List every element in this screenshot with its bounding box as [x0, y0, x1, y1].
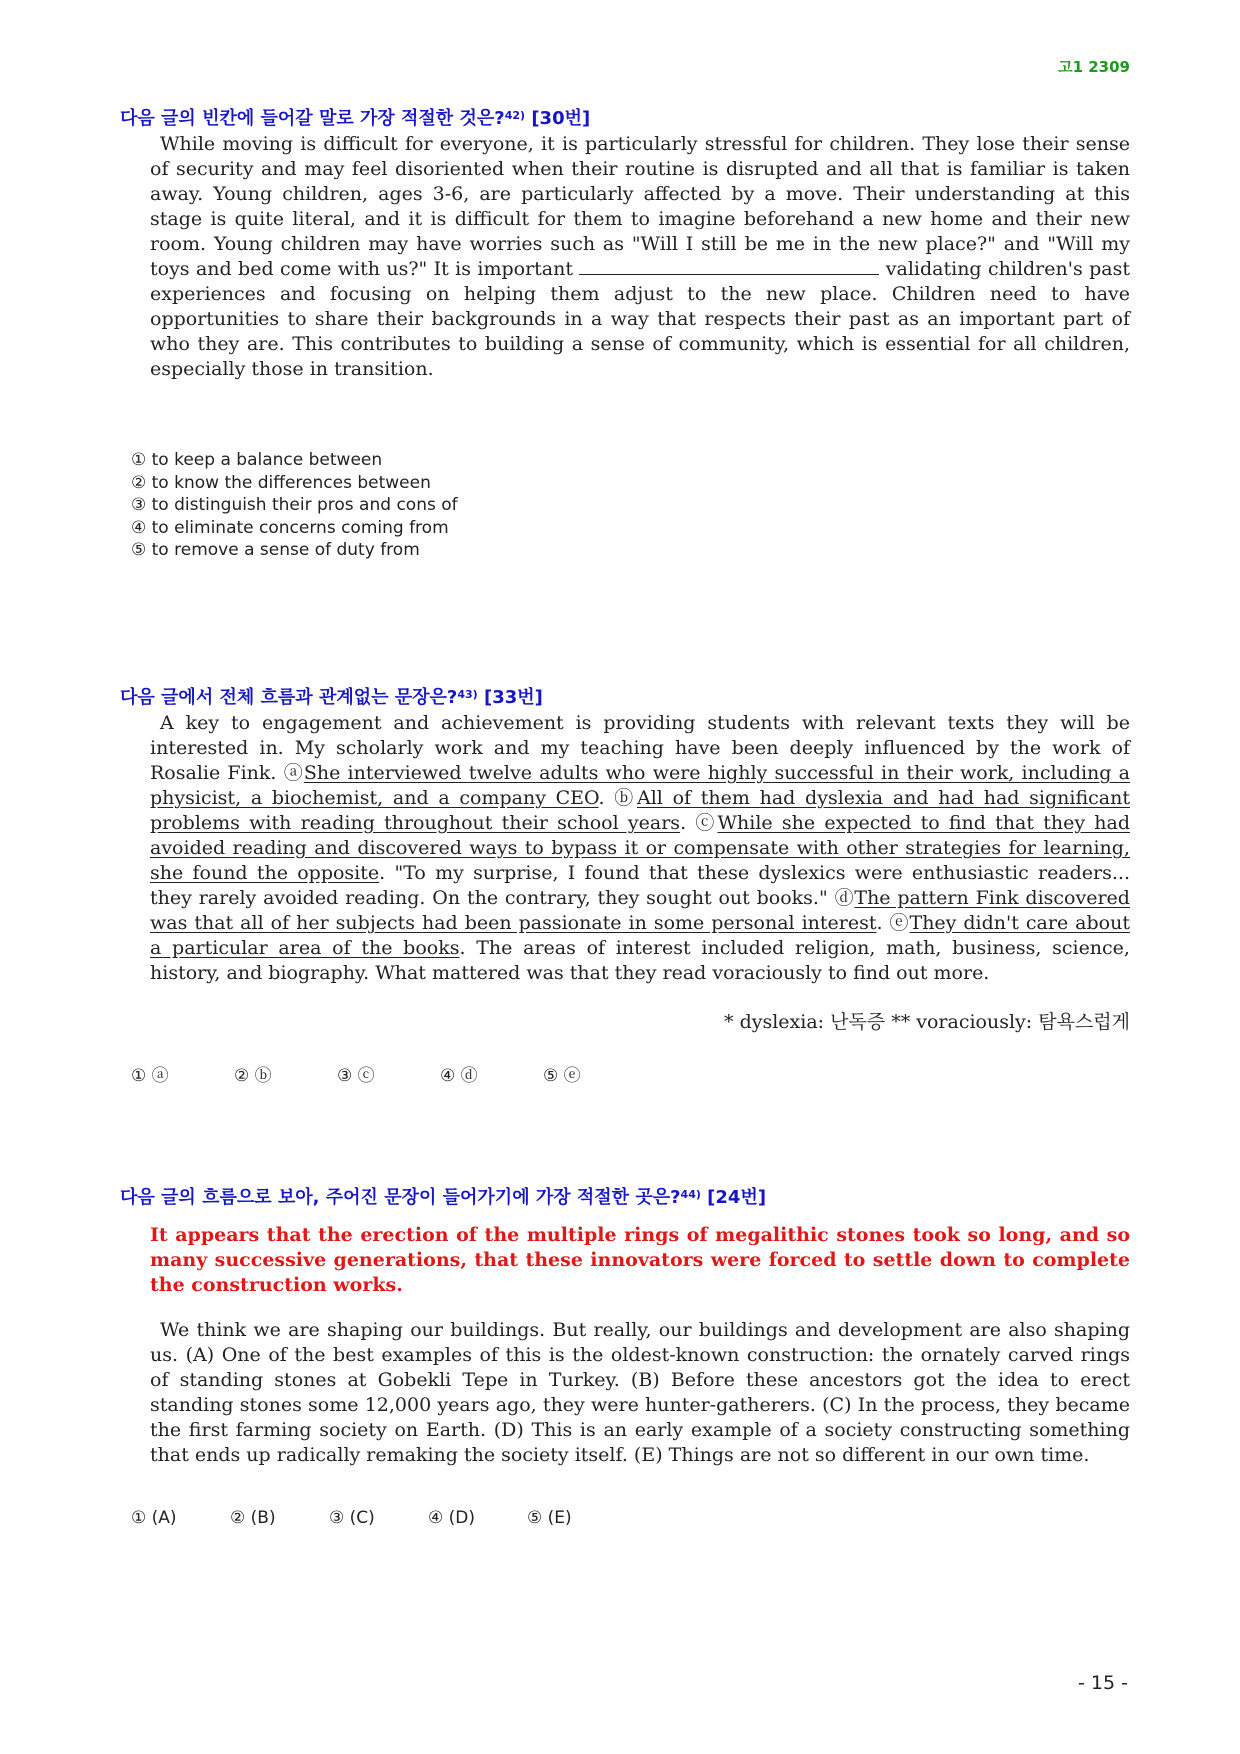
- question-3-passage: [150, 1318, 1130, 1468]
- option-4[interactable]: ④ ⓓ: [440, 1066, 478, 1086]
- question-2-title: [120, 683, 543, 709]
- option-5[interactable]: ⑤ to remove a sense of duty from: [131, 540, 420, 560]
- page-number: - 15 -: [1078, 1672, 1128, 1694]
- question-1-number: [30번]: [531, 108, 591, 129]
- given-sentence: It appears that the erection of the multiple rings of megalithic stones took so long, and so many successive generations, that these innovators were forced to settle down to complete the construction works.: [150, 1224, 1130, 1296]
- marker-b: ⓑ: [614, 787, 637, 809]
- option-5[interactable]: ⑤ (E): [527, 1508, 572, 1528]
- exam-code: 고1 2309: [1058, 58, 1130, 76]
- option-2[interactable]: ② ⓑ: [234, 1066, 272, 1086]
- question-1-title-text: 다음 글의 빈칸에 들어갈 말로 가장 적절한 것은?: [120, 108, 505, 129]
- q2-intro: A key to engagement and achievement is providing students with relevant texts they will be interested in. My scholarly work and my teaching have been deeply influenced by the work of Rosalie Fink.: [150, 712, 1130, 784]
- sentence-a: She interviewed twelve adults who were highly successful in their work, including a physicist, a biochemist, and a company CEO: [150, 762, 1130, 809]
- option-2[interactable]: ② (B): [230, 1508, 276, 1528]
- question-2-title-text: 다음 글에서 전체 흐름과 관계없는 문장은?: [120, 687, 458, 708]
- option-4[interactable]: ④ (D): [428, 1508, 475, 1528]
- option-1[interactable]: ① to keep a balance between: [131, 450, 383, 470]
- answer-blank: [579, 257, 879, 275]
- vocabulary-note: * dyslexia: 난독증 ** voraciously: 탐욕스럽게: [724, 1011, 1130, 1033]
- q2-ending: The areas of interest included religion, math, business, science, history, and biography. What mattered was that they read voraciously to find out more.: [150, 937, 1130, 984]
- marker-c: ⓒ: [695, 812, 718, 834]
- option-1[interactable]: ① ⓐ: [131, 1066, 169, 1086]
- question-2-passage: A key to engagement and achievement is providing students with relevant texts they will be interested in. My scholarly work and my teaching have been deeply influenced by the work of Rosalie Fink. ⓐShe interviewed twelve adults who were highly successful in their work, including a physicist, a biochemist, and a company CEO. ⓑAll of them had dyslexia and had had significant problems with reading throughout their school years. ⓒWhile she expected to find that they had avoided reading and discovered ways to bypass it or compensate with other strategies for learning, she found the opposite. "To my surprise, I found that these dyslexics were enthusiastic readers... they rarely avoided reading. On the contrary, they sought out books." ⓓThe pattern Fink discovered was that all of her subjects had been passionate in some personal interest. ⓔThey didn't care about a particular area of the books. The areas of interest included religion, math, business, science, history, and biography. What mattered was that they read voraciously to find out more.: [150, 712, 1131, 984]
- question-1-ref: 42): [504, 109, 526, 122]
- sentence-c: While she expected to find that they had avoided reading and discovered ways to bypass it or compensate with other strategies for learning, she found the opposite: [150, 812, 1131, 884]
- question-3-number: [24번]: [707, 1187, 767, 1208]
- question-1-title: [120, 104, 590, 130]
- marker-d: ⓓ: [834, 887, 855, 909]
- question-3-ref: 44): [680, 1188, 701, 1201]
- sentence-d: The pattern Fink discovered was that all of her subjects had been passionate in some personal interest: [150, 887, 1130, 934]
- q3-passage-text: We think we are shaping our buildings. But really, our buildings and development are also shaping us. (A) One of the best examples of this is the oldest-known construction: the ornately carved rings of standing stones at Gobekli Tepe in Turkey. (B) Before these ancestors got the idea to erect standing stones some 12,000 years ago, they were hunter-gatherers. (C) In the process, they became the first farming society on Earth. (D) This is an early example of a society constructing something that ends up radically remaking the society itself. (E) Things are not so different in our own time.: [150, 1319, 1130, 1466]
- question-3-title-text: 다음 글의 흐름으로 보아, 주어진 문장이 들어가기에 가장 적절한 곳은?: [120, 1187, 681, 1208]
- q1-text-after: validating children's past experiences and focusing on helping them adjust to the new place. Children need to have opportunities to share their backgrounds in a way that respects their past as an important part of who they are. This contributes to building a sense of community, which is essential for all children, especially those in transition.: [150, 258, 1130, 380]
- option-3[interactable]: ③ to distinguish their pros and cons of: [131, 495, 458, 515]
- marker-e: ⓔ: [889, 912, 910, 934]
- option-3[interactable]: ③ (C): [329, 1508, 375, 1528]
- question-3-options: [131, 1508, 572, 1528]
- option-3[interactable]: ③ ⓒ: [337, 1066, 375, 1086]
- question-2-number: [33번]: [484, 687, 543, 708]
- q1-text-before: While moving is difficult for everyone, it is particularly stressful for children. They lose their sense of security and may feel disoriented when their routine is disrupted and all that is familiar is taken away. Young children, ages 3-6, are particularly affected by a move. Their understanding at this stage is quite literal, and it is difficult for them to imagine beforehand a new home and their new room. Young children may have worries such as "Will I still be me in the new place?" and "Will my toys and bed come with us?" It is important: [150, 133, 1130, 280]
- marker-a: ⓐ: [283, 762, 304, 784]
- sentence-e: They didn't care about a particular area of the books: [150, 912, 1130, 959]
- question-1-options: [131, 449, 458, 562]
- option-2[interactable]: ② to know the differences between: [131, 472, 431, 493]
- question-1-passage: [150, 132, 1130, 382]
- question-2-ref: 43): [457, 688, 478, 701]
- question-2-options: [131, 1061, 581, 1086]
- option-5[interactable]: ⑤ ⓔ: [543, 1066, 581, 1086]
- question-3-title: [120, 1183, 766, 1209]
- sentence-b: All of them had dyslexia and had had significant problems with reading throughout their school years: [150, 787, 1130, 834]
- option-4[interactable]: ④ to eliminate concerns coming from: [131, 517, 449, 538]
- option-1[interactable]: ① (A): [131, 1508, 177, 1528]
- q2-quote: "To my surprise, I found that these dyslexics were enthusiastic readers... they rarely avoided reading. On the contrary, they sought out books.": [150, 862, 1130, 909]
